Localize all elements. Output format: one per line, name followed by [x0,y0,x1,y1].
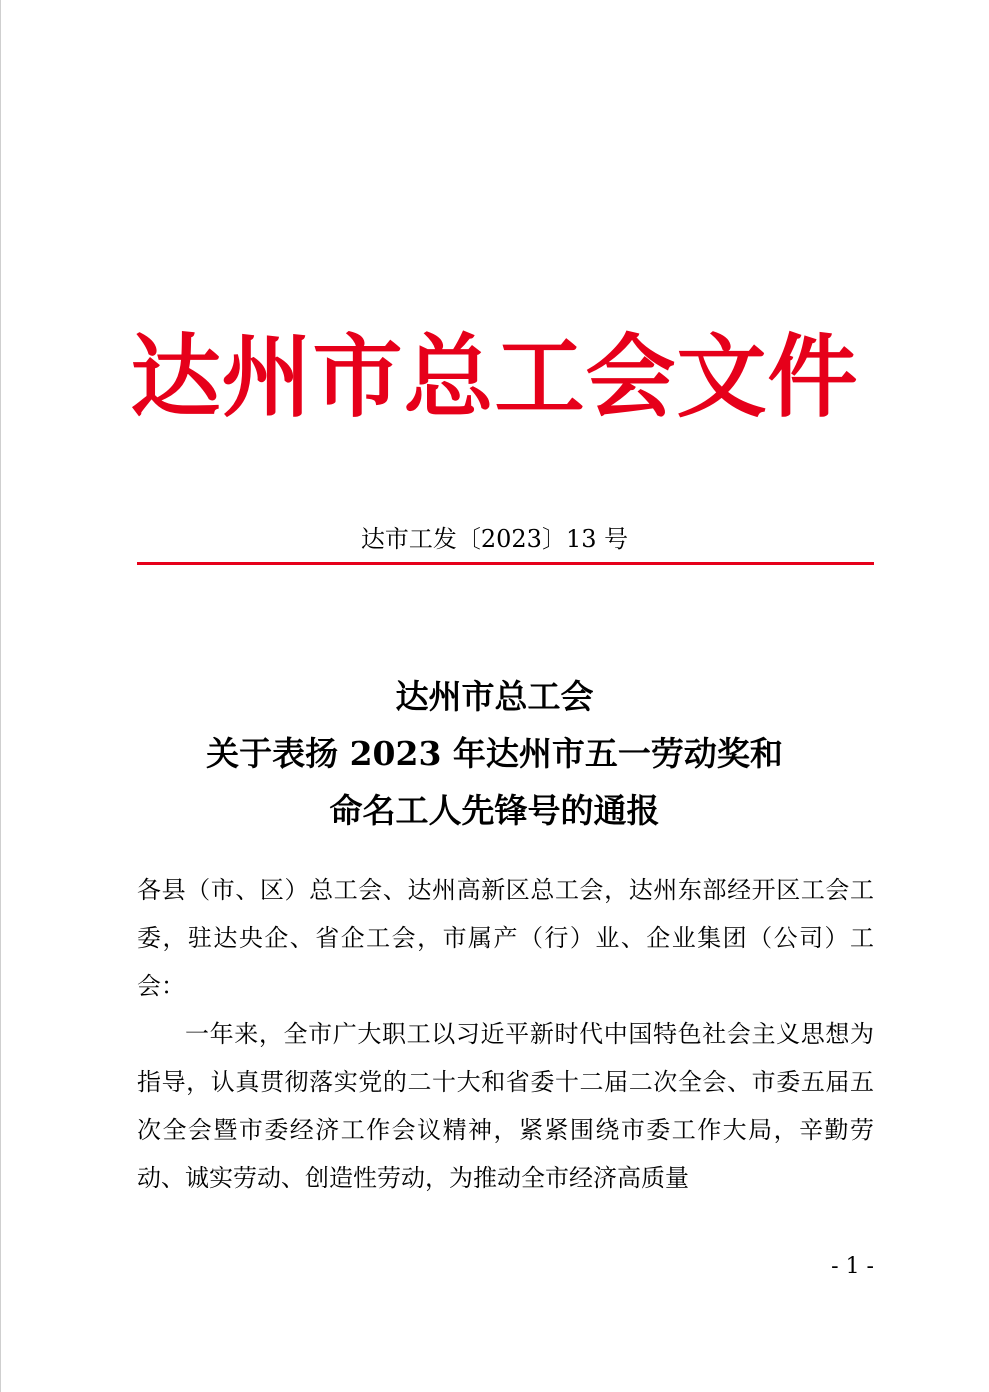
document-number: 达市工发〔2023〕13 号 [360,525,629,553]
title-line-2: 关于表扬 2023 年达州市五一劳动奖和 [206,734,783,773]
notice-title [0,668,989,839]
document-body [137,866,874,1202]
title-line-1: 达州市总工会 [395,677,594,716]
body-paragraph: 一年来，全市广大职工以习近平新时代中国特色社会主义思想为指导，认真贯彻落实党的二十大和省委十二届二次全会、市委五届五次全会暨市委经济工作会议精神，紧紧围绕市委工作大局，辛勤劳动、诚实劳动、创造性劳动，为推动全市经济高质量 [137,1020,874,1192]
red-divider [137,562,874,565]
masthead-title: 达州市总工会文件 [130,324,859,430]
title-line-3: 命名工人先锋号的通报 [329,791,660,830]
salutation: 各县（市、区）总工会、达州高新区总工会，达州东部经开区工会工委，驻达央企、省企工会，市属产（行）业、企业集团（公司）工会： [137,876,874,1000]
page-number: - 1 - [831,1254,874,1279]
